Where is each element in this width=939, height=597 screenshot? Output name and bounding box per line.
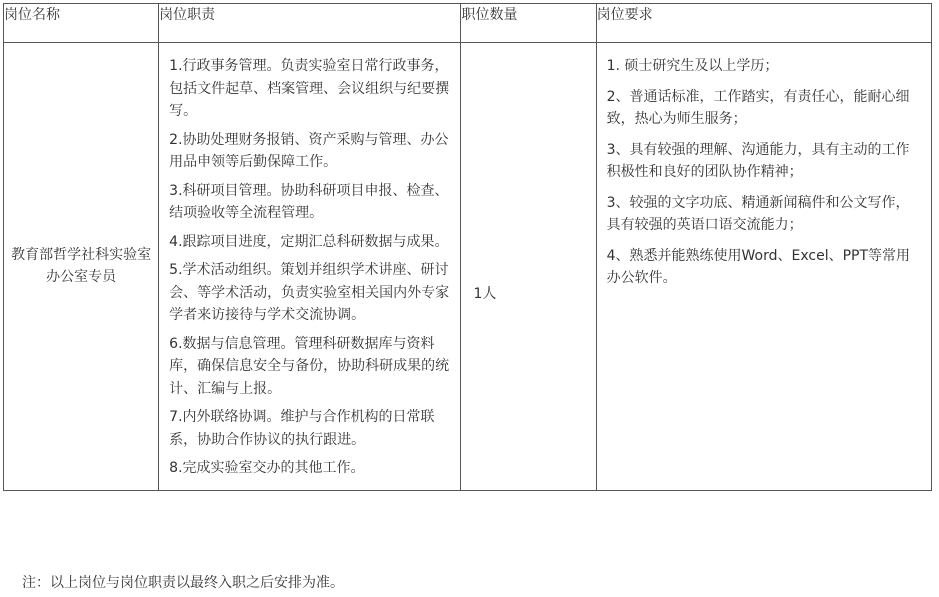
duty-item: 4.跟踪项目进度，定期汇总科研数据与成果。	[169, 233, 449, 250]
duty-item: 8.完成实验室交办的其他工作。	[169, 460, 365, 476]
job-table	[3, 3, 932, 491]
requirement-item: 4、熟悉并能熟练使用Word、Excel、PPT等常用办公软件。	[606, 247, 911, 286]
duty-item: 7.内外联络协调。维护与合作机构的日常联系，协助合作协议的执行跟进。	[169, 409, 435, 448]
duty-item: 1.行政事务管理。负责实验室日常行政事务，包括文件起草、档案管理、会议组织与纪要撰写。	[169, 58, 450, 119]
requirement-item: 3、具有较强的理解、沟通能力，具有主动的工作积极性和良好的团队协作精神；	[606, 141, 910, 180]
duty-item: 5.学术活动组织。策划并组织学术讲座、研讨会、等学术活动，负责实验室相关国内外专家学者来访接待与学术交流协调。	[169, 262, 450, 323]
position-name: 教育部哲学社科实验室办公室专员	[4, 43, 159, 491]
position-count: 1人	[461, 43, 596, 491]
requirements-cell	[596, 43, 931, 491]
duties-cell	[159, 43, 461, 491]
header-count: 职位数量	[461, 4, 596, 43]
requirement-item: 1. 硕士研究生及以上学历；	[606, 58, 779, 74]
duty-item: 2.协助处理财务报销、资产采购与管理、办公用品申领等后勤保障工作。	[169, 131, 449, 170]
table-row	[4, 43, 932, 491]
requirement-item: 2、普通话标准，工作踏实，有责任心，能耐心细致，热心为师生服务；	[606, 88, 910, 127]
header-position-name: 岗位名称	[4, 4, 159, 43]
header-requirements: 岗位要求	[596, 4, 931, 43]
requirement-item: 3、较强的文字功底、精通新闻稿件和公文写作，具有较强的英语口语交流能力；	[606, 194, 910, 233]
table-header-row	[4, 4, 932, 43]
duty-item: 3.科研项目管理。协助科研项目申报、检查、结项验收等全流程管理。	[169, 182, 449, 221]
header-duties: 岗位职责	[159, 4, 461, 43]
duty-item: 6.数据与信息管理。管理科研数据库与资料库，确保信息安全与备份，协助科研成果的统计、汇编与上报。	[169, 335, 450, 397]
footnote: 注：以上岗位与岗位职责以最终入职之后安排为准。	[22, 575, 344, 591]
